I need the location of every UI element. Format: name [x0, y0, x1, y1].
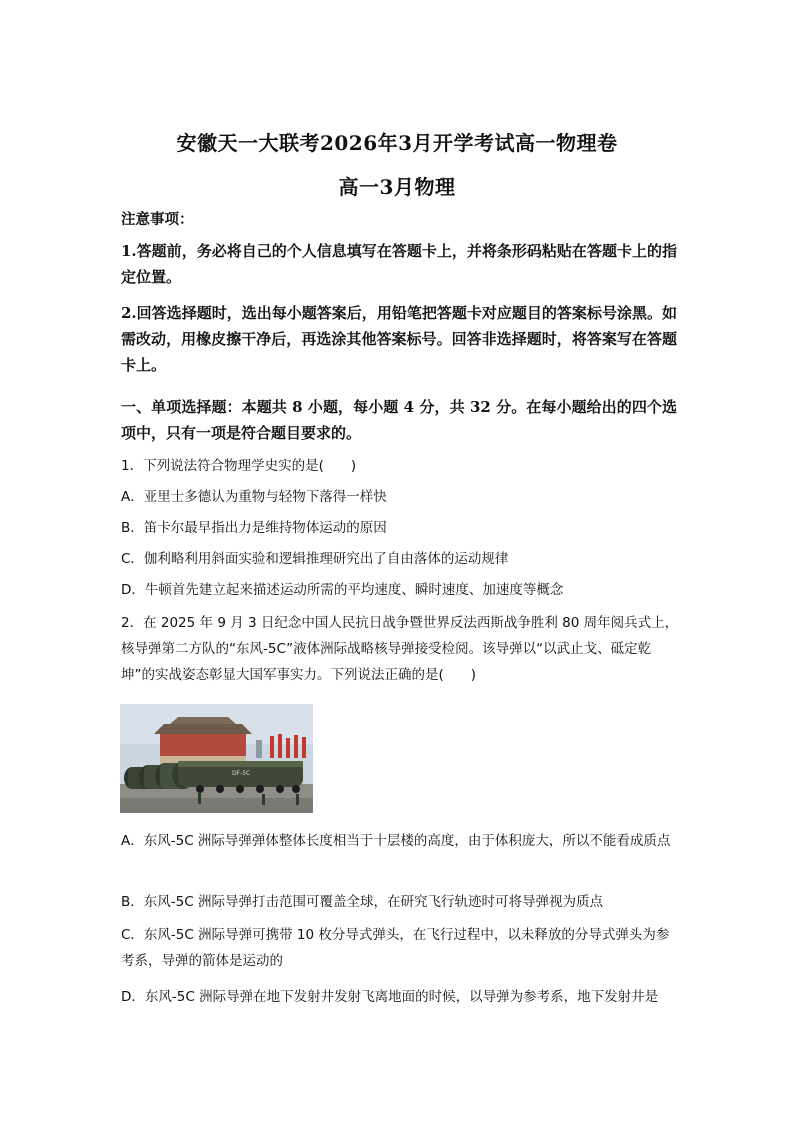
question-2-option-d: D．东风-5C 洲际导弹在地下发射井发射飞离地面的时候，以导弹为参考系，地下发射井是: [121, 989, 659, 1005]
question-1-option-a: A．亚里士多德认为重物与轻物下落得一样快: [121, 489, 387, 505]
exam-title: 安徽天一大联考2026年3月开学考试高一物理卷: [176, 131, 618, 155]
question-2-option-c: C．东风-5C 洲际导弹可携带 10 枚分导式弹头，在飞行过程中，以未释放的分导式弹头为参考系，导弹的箭体是运动的: [121, 927, 670, 969]
notice-heading: 注意事项：: [121, 211, 194, 228]
notice-item-1: 1.答题前，务必将自己的个人信息填写在答题卡上，并将条形码粘贴在答题卡上的指定位置。: [121, 242, 677, 286]
notice-item-2: 2.回答选择题时，选出每小题答案后，用铅笔把答题卡对应题目的答案标号涂黑。如需改动，用橡皮擦干净后，再选涂其他答案标号。回答非选择题时，将答案写在答题卡上。: [121, 304, 677, 374]
question-2-stem: 2．在 2025 年 9 月 3 日纪念中国人民抗日战争暨世界反法西斯战争胜利 80 周年阅兵式上，核导弹第二方队的“东风-5C”液体洲际战略核导弹接受检阅。该导弹以“以武止戈、砥定乾坤”的实战姿态彰显大国军事实力。下列说法正确的是( ): [121, 615, 679, 683]
question-1-option-c: C．伽利略利用斜面实验和逻辑推理研究出了自由落体的运动规律: [121, 551, 509, 567]
exam-subtitle: 高一3月物理: [338, 175, 456, 199]
section-1-heading: 一、单项选择题：本题共 8 小题，每小题 4 分，共 32 分。在每小题给出的四个选项中，只有一项是符合题目要求的。: [121, 398, 677, 442]
missile-parade-photo: [120, 704, 313, 813]
question-1-option-d: D．牛顿首先建立起来描述运动所需的平均速度、瞬时速度、加速度等概念: [121, 582, 564, 598]
question-1-stem: 1．下列说法符合物理学史实的是( ): [121, 458, 357, 474]
question-2-option-a: A．东风-5C 洲际导弹弹体整体长度相当于十层楼的高度，由于体积庞大，所以不能看成质点: [121, 833, 671, 849]
photo-missile-label: DF-5C: [232, 770, 251, 777]
question-2-option-b: B．东风-5C 洲际导弹打击范围可覆盖全球，在研究飞行轨迹时可将导弹视为质点: [121, 894, 603, 910]
question-1-option-b: B．笛卡尔最早指出力是维持物体运动的原因: [121, 520, 387, 536]
